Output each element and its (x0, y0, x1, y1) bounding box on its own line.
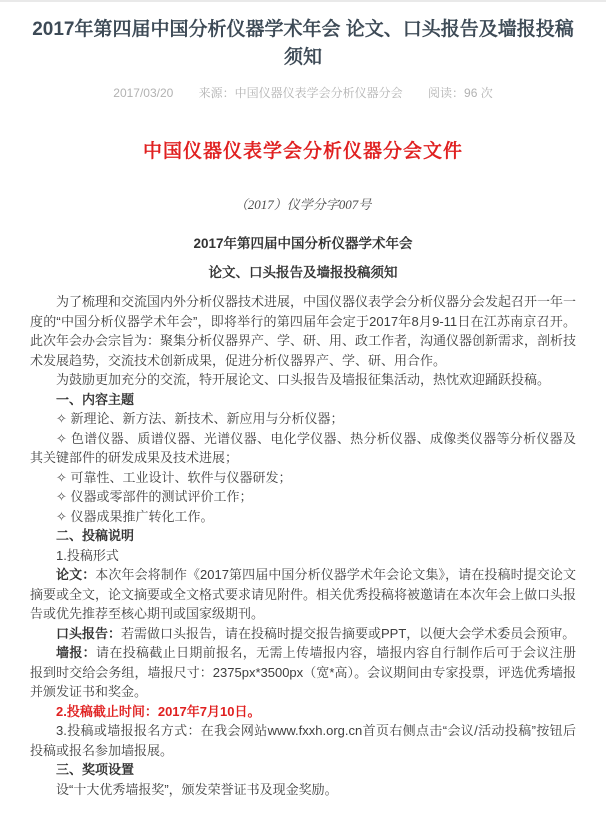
body-paragraph: 为鼓励更加充分的交流，特开展论文、口头报告及墙报征集活动，热忱欢迎踊跃投稿。 (56, 372, 551, 388)
diamond-bullet-icon: ✧ (56, 489, 71, 505)
deadline-notice: 2.投稿截止时间：2017年7月10日。 (56, 703, 261, 719)
publish-date: 2017/03/20 (113, 86, 174, 101)
diamond-bullet-icon: ✧ (56, 430, 71, 446)
section-heading: 三、奖项设置 (56, 762, 135, 778)
section-heading: 一、内容主题 (56, 391, 135, 407)
diamond-bullet-icon: ✧ (56, 469, 71, 485)
body-paragraph: 为了梳理和交流国内外分析仪器技术进展，中国仪器仪表学会分析仪器分会发起召开一年一度的“中国分析仪器学术年会”，即将举行的第四届年会定于2017年8月9-11日在江苏南京召开。此次年会办会宗旨为：聚集分析仪器界产、学、研、用、政工作者，沟通仪器创新需求，剖析技术发展趋势，交流技术创新成果，促进分析仪器界产、学、研、用合作。 (30, 294, 577, 368)
paragraph-lead-label: 论文： (56, 567, 96, 583)
section-heading: 二、投稿说明 (56, 528, 135, 544)
document-subtitle-line1: 2017年第四届中国分析仪器学术年会 (193, 236, 413, 252)
body-paragraph: 口头报告：若需做口头报告，请在投稿时提交报告摘要或PPT，以便大会学术委员会预审。 (56, 625, 576, 641)
read-count: 阅读：96 次 (428, 86, 493, 101)
diamond-bullet-icon: ✧ (56, 508, 71, 524)
body-paragraph: 设“十大优秀墙报奖”，颁发荣誉证书及现金奖励。 (56, 781, 338, 797)
paragraph-lead-label: 墙报： (56, 645, 97, 661)
page-title: 2017年第四届中国分析仪器学术年会 论文、口头报告及墙报投稿须知 (32, 19, 574, 68)
article-source: 来源：中国仪器仪表学会分析仪器分会 (198, 86, 403, 101)
paragraph-lead-label: 口头报告： (56, 625, 122, 641)
body-paragraph: 3.投稿或墙报报名方式：在我会网站www.fxxh.org.cn首页右侧点击“会议/活动投稿”按钮后投稿或报名参加墙报展。 (30, 723, 576, 758)
article-meta (30, 84, 576, 101)
topic-bullet-item: ✧ 新理论、新方法、新技术、新应用与分析仪器； (56, 411, 344, 427)
diamond-bullet-icon: ✧ (56, 411, 71, 427)
topic-bullet-item: ✧ 仪器成果推广转化工作。 (56, 508, 214, 524)
document-subtitle-line2: 论文、口头报告及墙报投稿须知 (208, 265, 398, 281)
document-number: （2017）仪学分字007号 (234, 197, 372, 213)
organization-document-heading: 中国仪器仪表学会分析仪器分会文件 (142, 141, 463, 163)
topic-bullet-item: ✧ 色谱仪器、质谱仪器、光谱仪器、电化学仪器、热分析仪器、成像类仪器等分析仪器及其关键部件的研发成果及技术进展； (30, 430, 576, 466)
article-body (30, 292, 576, 799)
body-paragraph: 墙报：请在投稿截止日期前报名，无需上传墙报内容，墙报内容自行制作后可于会议注册报到时交给会务组，墙报尺寸：2375px*3500px（宽*高）。会议期间由专家投票，评选优秀墙报并颁发证书和奖金。 (30, 645, 576, 700)
topic-bullet-item: ✧ 仪器或零部件的测试评价工作； (56, 489, 253, 505)
topic-bullet-item: ✧ 可靠性、工业设计、软件与仪器研发； (56, 469, 292, 485)
body-paragraph: 1.投稿形式 (56, 547, 119, 563)
body-paragraph: 论文：本次年会将制作《2017第四届中国分析仪器学术年会论文集》，请在投稿时提交论文摘要或全文，论文摘要或全文格式要求请见附件。相关优秀投稿将被邀请在本次年会上做口头报告或优先推荐至核心期刊或国家级期刊。 (30, 567, 577, 622)
